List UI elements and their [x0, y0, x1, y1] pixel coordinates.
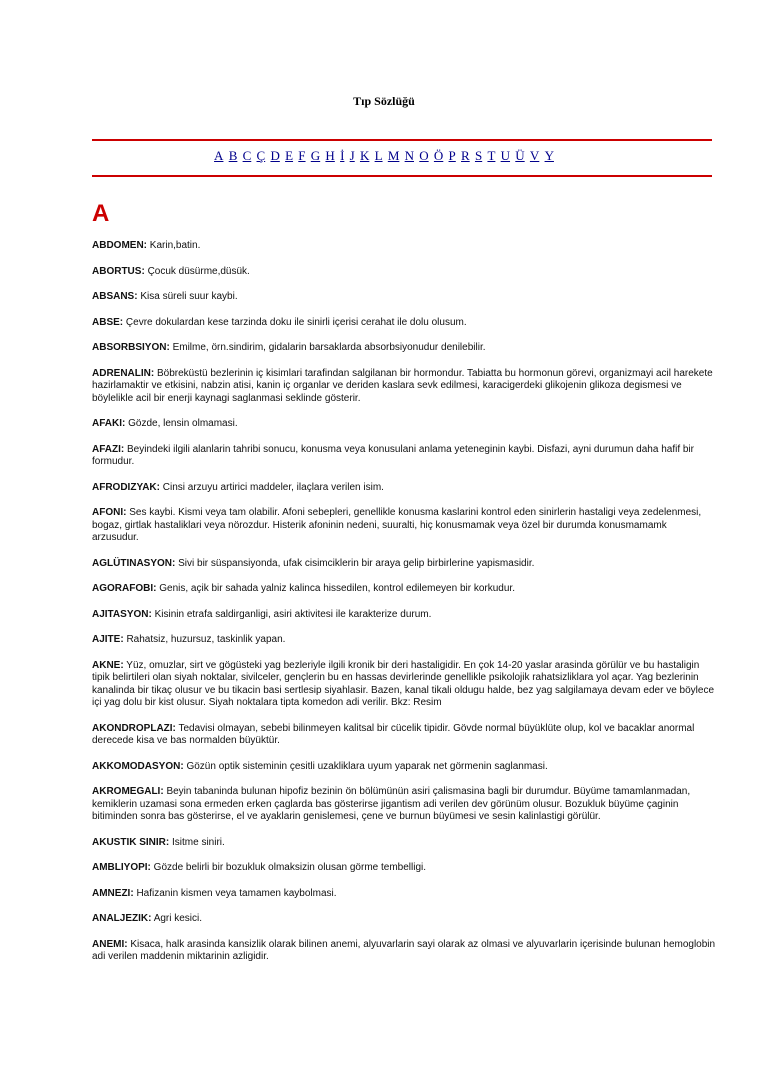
alphabet-link-B[interactable]: B — [228, 148, 238, 163]
entry-list — [92, 240, 716, 977]
dictionary-entry — [92, 444, 716, 469]
entry-definition: Gözde belirli bir bozukluk olmaksizin olusan görme tembelligi. — [153, 862, 427, 873]
alphabet-link-P[interactable]: P — [448, 148, 456, 163]
alphabet-link-Ö[interactable]: Ö — [433, 148, 444, 163]
dictionary-entry — [92, 266, 716, 279]
entry-definition: Kisinin etrafa saldirganligi, asiri aktivitesi ile karakterize durum. — [154, 608, 432, 620]
entry-definition: Gözün optik sisteminin çesitli uzakliklara uyum yaparak net görmenin saglanmasi. — [186, 760, 548, 772]
entry-definition: Çevre dokulardan kese tarzinda doku ile sinirli içerisi cerahat ile dolu olusum. — [125, 316, 467, 328]
alphabet-link-T[interactable]: T — [487, 148, 496, 163]
dictionary-entry — [92, 723, 716, 748]
dictionary-entry — [92, 862, 716, 875]
dictionary-entry — [92, 342, 716, 355]
entry-term: ABDOMEN: — [92, 240, 147, 251]
alphabet-link-N[interactable]: N — [404, 148, 415, 163]
alphabet-link-D[interactable]: D — [270, 148, 280, 163]
entry-term: AKNE: — [92, 659, 124, 671]
entry-definition: Tedavisi olmayan, sebebi bilinmeyen kalitsal bir cücelik tipidir. Gövde normal büyüklüte olup, kol ve bacaklar anormal derecede kisa ve bas normalden büyüktür. — [92, 722, 695, 746]
entry-definition: Sivi bir süspansiyonda, ufak cisimciklerin bir araya gelip birbirlerine yapismasidir. — [178, 557, 535, 569]
top-divider — [92, 139, 712, 141]
entry-term: AMBLIYOPI: — [92, 862, 151, 873]
entry-definition: Beyindeki ilgili alanlarin tahribi sonucu, konusma veya konusulani anlama yeteneginin kaybi. Disfazi, ayni durumun daha hafif bir formudur. — [92, 443, 694, 467]
dictionary-entry — [92, 368, 716, 406]
alphabet-link-G[interactable]: G — [310, 148, 321, 163]
alphabet-link-L[interactable]: L — [374, 148, 383, 163]
entry-definition: Yüz, omuzlar, sirt ve gögüsteki yag bezleriyle ilgili kronik bir deri hastaligidir. En çok 14-20 yaslar arasinda görülür ve bu hastaligin tipik belirtileri olan siyah noktalar, sivilceler, gençlerin bu en hassas devirlerinde genellikle psikolojik rahatsizliklara yol açar. Yag bezlerinin kanalinda bir tikaç olusur ve bu tikacin basi sertlesip siyahlasir. Bazen, kanal tikali oldugu halde, bez yag salgilamaya devam eder ve böylece içi yag dolu bir kist olusur. Siyah noktalara tipta komedon adi verilir. Bkz: Resim — [92, 659, 715, 708]
entry-term: AJITE: — [92, 634, 124, 645]
alphabet-link-Y[interactable]: Y — [544, 148, 554, 163]
entry-term: ANEMI: — [92, 938, 128, 950]
entry-term: ABSORBSIYON: — [92, 342, 170, 353]
dictionary-entry — [92, 634, 716, 647]
dictionary-entry — [92, 609, 716, 622]
dictionary-entry — [92, 291, 716, 304]
dictionary-entry — [92, 913, 716, 926]
dictionary-entry — [92, 317, 716, 330]
entry-definition: Kisa süreli suur kaybi. — [140, 291, 238, 302]
entry-definition: Karin,batin. — [149, 240, 201, 251]
entry-term: ABORTUS: — [92, 265, 145, 277]
entry-term: AMNEZI: — [92, 887, 134, 899]
entry-definition: Gözde, lensin olmamasi. — [128, 418, 238, 429]
page-title: Tıp Sözlüğü — [353, 94, 415, 108]
entry-definition: Agri kesici. — [153, 913, 203, 924]
dictionary-entry — [92, 507, 716, 545]
entry-term: AFAKI: — [92, 418, 126, 429]
entry-definition: Böbreküstü bezlerinin iç kisimlari tarafindan salgilanan bir hormondur. Tabiatta bu hormonun görevi, organizmayi acil harekete hazirlamaktir ve etkisini, nabzin atisi, kanin iç organlar ve deriden kaslara sevk edilmesi, karacigerdeki glikojenin glikoza degismesi ve böylelikle acil bir enerji kaynagi saglanmasi seklinde gösterir. — [92, 367, 713, 404]
entry-definition: Rahatsiz, huzursuz, taskinlik yapan. — [126, 634, 286, 645]
dictionary-entry — [92, 888, 716, 901]
entry-definition: Çocuk düsürme,düsük. — [147, 265, 250, 277]
entry-definition: Isitme siniri. — [172, 836, 225, 848]
dictionary-entry — [92, 837, 716, 850]
entry-term: AFRODIZYAK: — [92, 481, 160, 493]
dictionary-entry — [92, 240, 716, 253]
alphabet-link-K[interactable]: K — [359, 148, 370, 163]
dictionary-entry — [92, 660, 716, 710]
entry-term: AFONI: — [92, 507, 127, 518]
entry-definition: Cinsi arzuyu artirici maddeler, ilaçlara verilen isim. — [162, 481, 384, 493]
entry-definition: Genis, açik bir sahada yalniz kalinca hissedilen, kontrol edilemeyen bir korkudur. — [159, 583, 515, 594]
alphabet-link-F[interactable]: F — [298, 148, 306, 163]
entry-definition: Emilme, örn.sindirim, gidalarin barsaklarda absorbsiyonudur denilebilir. — [172, 342, 486, 353]
entry-term: AKROMEGALI: — [92, 786, 164, 797]
alphabet-link-Ü[interactable]: Ü — [515, 148, 525, 163]
entry-term: ANALJEZIK: — [92, 913, 152, 924]
dictionary-entry — [92, 482, 716, 495]
alphabet-link-A[interactable]: A — [214, 148, 224, 163]
entry-definition: Hafizanin kismen veya tamamen kaybolmasi. — [136, 887, 337, 899]
entry-definition: Ses kaybi. Kismi veya tam olabilir. Afoni sebepleri, genellikle konusma kaslarini kontrol eden sinirlerin hastaligi veya zedelenmesi, bogaz, girtlak hastaliklari veya nörozdur. Histerik afoninin nedeni, suuralti, hiç konusmamak veya özel bir durumda konusmamamk arzusudur. — [92, 507, 702, 543]
dictionary-entry — [92, 786, 716, 824]
alphabet-link-E[interactable]: E — [285, 148, 294, 163]
entry-term: AFAZI: — [92, 443, 125, 455]
alphabet-link-S[interactable]: S — [474, 148, 483, 163]
alphabet-link-M[interactable]: M — [387, 148, 400, 163]
section-letter: A — [92, 200, 110, 227]
entry-term: AKONDROPLAZI: — [92, 722, 176, 734]
dictionary-entry — [92, 418, 716, 431]
alphabet-link-H[interactable]: H — [325, 148, 335, 163]
alphabet-link-J[interactable]: J — [349, 148, 355, 163]
entry-definition: Beyin tabaninda bulunan hipofiz bezinin ön bölümünün asiri çalismasina bagli bir durumdur. Büyüme tamamlanmadan, kemiklerin uzamasi sona ermeden erken çaglarda bas gösterirse jigantism adi verilen dev görünüm olusur. Bozukluk büyüme çaginin bitiminden sonra bas gösterirse, el ve ayaklarin genislemesi, çene ve burnun büyümesi ve sesin kalinlastigi görülür. — [92, 786, 691, 822]
alphabet-link-O[interactable]: O — [419, 148, 429, 163]
alphabet-index — [0, 148, 768, 164]
entry-term: ADRENALIN: — [92, 367, 155, 379]
alphabet-link-V[interactable]: V — [529, 148, 540, 163]
entry-term: ABSE: — [92, 316, 124, 328]
dictionary-entry — [92, 583, 716, 596]
entry-term: AGLÜTINASYON: — [92, 557, 176, 569]
entry-definition: Kisaca, halk arasinda kansizlik olarak bilinen anemi, alyuvarlarin sayi olarak az olmasi ve alyuvarlarin içerisinde bulunan hemoglobin adi verilen maddenin miktarinin azligidir. — [92, 938, 716, 962]
bottom-divider — [92, 175, 712, 177]
dictionary-entry — [92, 558, 716, 571]
alphabet-link-C[interactable]: C — [242, 148, 252, 163]
dictionary-entry — [92, 761, 716, 774]
entry-term: AKUSTIK SINIR: — [92, 836, 170, 848]
alphabet-link-R[interactable]: R — [461, 148, 470, 163]
alphabet-link-U[interactable]: U — [500, 148, 511, 163]
entry-term: ABSANS: — [92, 291, 138, 302]
entry-term: AJITASYON: — [92, 608, 152, 620]
entry-term: AKKOMODASYON: — [92, 760, 184, 772]
entry-term: AGORAFOBI: — [92, 583, 157, 594]
dictionary-entry — [92, 939, 716, 964]
alphabet-link-İ[interactable]: İ — [340, 148, 345, 163]
alphabet-link-Ç[interactable]: Ç — [256, 148, 266, 163]
